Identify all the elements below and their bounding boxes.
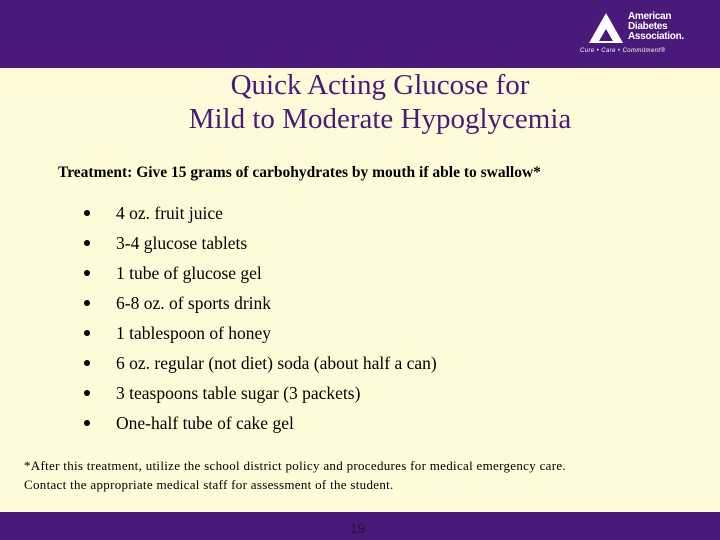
list-item [84, 198, 437, 228]
list-item-text: 3 teaspoons table sugar (3 packets) [116, 383, 361, 403]
triangle-logo-icon [588, 12, 624, 44]
header-bar [0, 0, 720, 68]
list-item-text: One-half tube of cake gel [116, 413, 294, 433]
bullet-icon [84, 360, 90, 366]
bullet-icon [84, 300, 90, 306]
glucose-options-list [84, 198, 437, 438]
list-item-text: 6 oz. regular (not diet) soda (about half a can) [116, 353, 437, 373]
logo-name-line: Association. [628, 31, 684, 42]
list-item-text: 6-8 oz. of sports drink [116, 293, 272, 313]
logo-name [628, 12, 684, 42]
bullet-icon [84, 270, 90, 276]
ada-logo [580, 11, 698, 58]
list-item [84, 228, 437, 258]
list-item [84, 408, 437, 438]
list-item [84, 318, 437, 348]
list-item-text: 3-4 glucose tablets [116, 233, 248, 253]
list-item [84, 348, 437, 378]
footnote-line: Contact the appropriate medical staff for assessment of the student. [24, 477, 394, 492]
footer-bar [0, 512, 720, 540]
list-item [84, 258, 437, 288]
bullet-icon [84, 390, 90, 396]
logo-name-line: American [628, 11, 672, 22]
list-item-text: 1 tablespoon of honey [116, 323, 272, 343]
list-item-text: 1 tube of glucose gel [116, 263, 262, 283]
footnote-line: *After this treatment, utilize the school district policy and procedures for medical emergency care. [24, 458, 566, 473]
treatment-text: Treatment: Give 15 grams of carbohydrates by mouth if able to swallow* [58, 164, 541, 181]
bullet-icon [84, 330, 90, 336]
bullet-icon [84, 240, 90, 246]
logo-tagline: Cure • Care • Commitment® [580, 48, 666, 54]
page-number: 19 [349, 520, 366, 536]
list-item [84, 378, 437, 408]
footnote [24, 456, 714, 494]
list-item [84, 288, 437, 318]
logo-name-line: Diabetes [628, 21, 668, 32]
title-line: Quick Acting Glucose for [230, 69, 530, 101]
slide-title [0, 68, 720, 136]
bullet-icon [84, 210, 90, 216]
bullet-icon [84, 420, 90, 426]
list-item-text: 4 oz. fruit juice [116, 203, 223, 223]
title-line: Mild to Moderate Hypoglycemia [188, 103, 572, 135]
